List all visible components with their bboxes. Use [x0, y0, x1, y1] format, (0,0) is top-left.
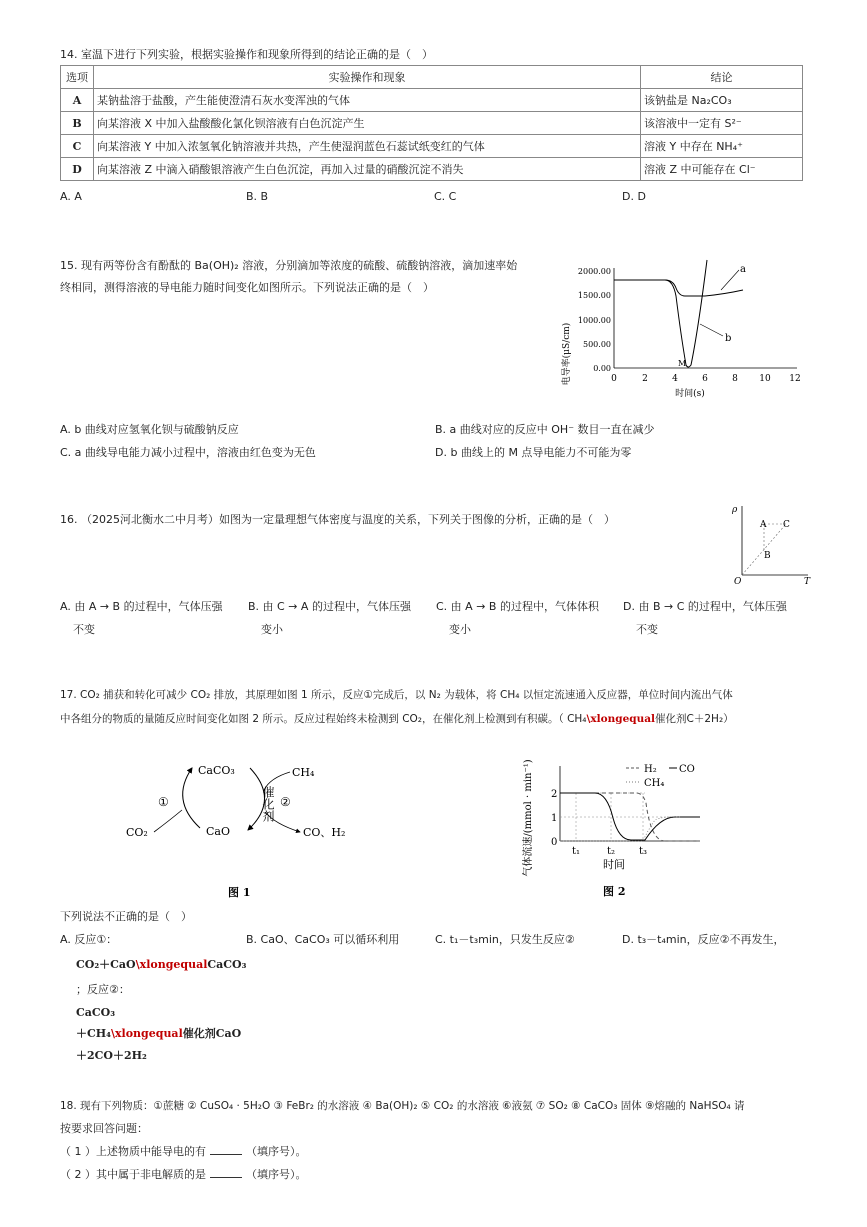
caco3-label: CaCO₃ [198, 764, 235, 777]
ch4-label: CH₄ [292, 766, 315, 779]
part-text: （ 1 ）上述物质中能导电的有 [60, 1145, 206, 1158]
stem-text: 催化剂C＋2H₂） [655, 713, 734, 725]
reaction-1-label: ① [158, 795, 169, 809]
cao-label: CaO [206, 825, 230, 838]
label-a: a [740, 264, 746, 275]
q15-conductivity-chart [555, 256, 805, 406]
q16-choice-d[interactable] [623, 598, 787, 637]
table-row [61, 89, 803, 112]
q18-stem-line2: 按要求回答问题： [60, 1122, 148, 1135]
x-tick: 8 [732, 374, 738, 384]
choice-line: A. 由 A → B 的过程中，气体压强 [60, 600, 223, 613]
reaction-2-label: ② [280, 795, 291, 809]
q17-question: 下列说法不正确的是（ ） [60, 910, 192, 923]
formula-text: CO₂＋CaO [76, 958, 136, 971]
formula-text: ＋CH₄ [76, 1027, 111, 1040]
choice-line [76, 1025, 246, 1041]
row-operation: 某钠盐溶于盐酸，产生能使澄清石灰水变浑浊的气体 [94, 89, 641, 112]
x-axis-label: 时间(s) [675, 389, 705, 399]
table-row [61, 112, 803, 135]
q16-density-temperature-figure [730, 500, 812, 586]
choice-line: ；反应②： [76, 983, 130, 996]
choice-line: ＋2CO＋2H₂ [76, 1049, 147, 1062]
co-h2-label: CO、H₂ [303, 826, 346, 839]
fig2-y-tick: 0 [551, 837, 558, 848]
q17-stem-line1: 17. CO₂ 捕获和转化可减少 CO₂ 排放，其原理如图 1 所示，反应①完成后，以 N₂ 为载体，将 CH₄ 以恒定流速通入反应器，单位时间内流出气体 [60, 689, 733, 701]
part-text: （填序号）。 [246, 1145, 307, 1158]
q15-choice-b[interactable]: B. a 曲线对应的反应中 OH⁻ 数目一直在减少 [435, 423, 655, 436]
x-tick: 0 [611, 374, 617, 384]
rho-label: ρ [732, 505, 738, 515]
x-tick: 6 [702, 374, 708, 384]
q17-figure-2 [515, 728, 715, 903]
tick-t3: t₃ [639, 846, 648, 857]
q14-choice-d[interactable]: D. D [622, 190, 646, 203]
arrow-cao-to-caco3 [183, 768, 200, 828]
curve-co [560, 793, 700, 840]
y-axis-label: 电导率(μS/cm) [562, 322, 572, 386]
origin-label: O [734, 577, 742, 586]
y-tick: 1500.00 [577, 291, 611, 300]
point-a: A [760, 520, 767, 530]
q17-choice-c[interactable]: C. t₁－t₃min，只发生反应② [435, 933, 575, 946]
x-tick: 10 [759, 374, 771, 384]
table-row [61, 158, 803, 181]
q14-choice-a[interactable]: A. A [60, 190, 82, 203]
legend-co: CO [679, 764, 695, 775]
answer-blank[interactable] [210, 1167, 242, 1178]
answer-blank[interactable] [210, 1144, 242, 1155]
q17-choice-d[interactable]: D. t₃－t₄min，反应②不再发生， [622, 933, 785, 946]
q15-choice-a[interactable]: A. b 曲线对应氢氧化钡与硫酸钠反应 [60, 423, 239, 436]
choice-line [76, 956, 246, 972]
choice-line: B. 由 C → A 的过程中，气体压强 [248, 600, 411, 613]
latex-macro: \xlongequal [135, 958, 208, 971]
row-operation: 向某溶液 X 中加入盐酸酸化氯化钡溶液有白色沉淀产生 [94, 112, 641, 135]
point-c: C [783, 520, 790, 530]
q16-choice-b[interactable] [248, 598, 411, 637]
choice-line: 不变 [636, 623, 658, 636]
tick-t2: t₂ [607, 846, 616, 857]
figure-2-caption: 图 2 [603, 885, 626, 898]
legend-h2: H₂ [644, 764, 657, 775]
y-tick: 500.00 [583, 340, 611, 349]
tick-t1: t₁ [572, 846, 581, 857]
row-option: C [61, 135, 94, 158]
legend-ch4: CH₄ [644, 778, 665, 789]
q14-stem: 14. 室温下进行下列实验，根据实验操作和现象所得到的结论正确的是（ ） [60, 48, 433, 61]
part-text: （填序号）。 [246, 1168, 307, 1181]
q15-stem-line1: 15. 现有两等份含有酚酞的 Ba(OH)₂ 溶液，分别滴加等浓度的硫酸、硫酸钠溶液，滴加速率始 [60, 259, 518, 272]
q17-choice-a[interactable] [60, 931, 246, 1063]
leader-a [721, 270, 739, 290]
q18-stem-line1: 18. 现有下列物质：①蔗糖 ② CuSO₄ · 5H₂O ③ FeBr₂ 的水溶液 ④ Ba(OH)₂ ⑤ CO₂ 的水溶液 ⑥液氨 ⑦ SO₂ ⑧ CaCO₃ 固体 ⑨熔融的 NaHSO₄ 请 [60, 1100, 745, 1112]
row-operation: 向某溶液 Y 中加入浓氢氧化钠溶液并共热，产生使湿润蓝色石蕊试纸变红的气体 [94, 135, 641, 158]
choice-line: 变小 [261, 623, 283, 636]
q17-choice-b[interactable]: B. CaO、CaCO₃ 可以循环利用 [246, 933, 400, 946]
choice-line: C. 由 A → B 的过程中，气体体积 [436, 600, 599, 613]
q14-choice-c[interactable]: C. C [434, 190, 457, 203]
header-option: 选项 [61, 66, 94, 89]
row-operation: 向某溶液 Z 中滴入硝酸银溶液产生白色沉淀，再加入过量的硝酸沉淀不消失 [94, 158, 641, 181]
y-tick: 0.00 [593, 364, 611, 373]
q17-stem-line2 [60, 711, 734, 726]
stem-text: 中各组分的物质的量随反应时间变化如图 2 所示。反应过程始终未检测到 CO₂，在催化剂上检测到有积碳。（ CH₄ [60, 713, 587, 725]
q16-stem: 16. （2025河北衡水二中月考）如图为一定量理想气体密度与温度的关系，下列关于图像的分析，正确的是（ ） [60, 513, 615, 526]
fig2-y-label: 气体流速/(mmol · min⁻¹) [523, 759, 534, 877]
y-tick: 1000.00 [577, 316, 611, 325]
choice-line: CaCO₃ [76, 1006, 116, 1019]
x-tick: 12 [789, 374, 801, 384]
latex-macro: \xlongequal [110, 1027, 183, 1040]
co2-label: CO₂ [126, 826, 148, 839]
q18-part-2 [60, 1166, 307, 1182]
q15-choice-c[interactable]: C. a 曲线导电能力减小过程中，溶液由红色变为无色 [60, 446, 316, 459]
latex-macro: \xlongequal [586, 713, 656, 725]
table-row [61, 135, 803, 158]
formula-text: CaCO₃ [207, 958, 247, 971]
fig2-y-tick: 2 [551, 789, 558, 800]
arrow-co2-in [154, 810, 182, 832]
row-conclusion: 溶液 Z 中可能存在 Cl⁻ [641, 158, 803, 181]
figure-1-caption: 图 1 [228, 886, 251, 899]
curve-a [614, 280, 743, 296]
q17-figure-1 [120, 750, 370, 900]
choice-line: A. 反应①： [60, 933, 118, 946]
x-tick: 4 [672, 374, 678, 384]
row-option: A [61, 89, 94, 112]
fig2-y-tick: 1 [551, 813, 558, 824]
t-label: T [804, 577, 811, 586]
choice-line: 变小 [449, 623, 471, 636]
curve-ch4 [560, 817, 680, 841]
header-conclusion: 结论 [641, 66, 803, 89]
q15-choice-d[interactable]: D. b 曲线上的 M 点导电能力不可能为零 [435, 446, 632, 459]
row-option: D [61, 158, 94, 181]
fig2-x-label: 时间 [603, 858, 625, 871]
part-text: （ 2 ）其中属于非电解质的是 [60, 1168, 206, 1181]
row-conclusion: 该钠盐是 Na₂CO₃ [641, 89, 803, 112]
q16-choice-a[interactable] [60, 598, 223, 637]
row-option: B [61, 112, 94, 135]
catalyst-label: 催化剂 [261, 786, 275, 822]
q14-table [60, 65, 803, 181]
choice-line: 不变 [73, 623, 95, 636]
point-b: B [764, 551, 771, 561]
row-conclusion: 溶液 Y 中存在 NH₄⁺ [641, 135, 803, 158]
x-tick: 2 [642, 374, 648, 384]
q16-choice-c[interactable] [436, 598, 599, 637]
table-header-row [61, 66, 803, 89]
q15-stem-line2: 终相同，测得溶液的导电能力随时间变化如图所示。下列说法正确的是（ ） [60, 281, 434, 294]
label-b: b [725, 333, 732, 344]
label-m: M [678, 359, 687, 368]
formula-text: 催化剂CaO [182, 1027, 242, 1040]
choice-line: D. 由 B → C 的过程中，气体压强 [623, 600, 787, 613]
q14-choice-b[interactable]: B. B [246, 190, 269, 203]
header-operation: 实验操作和现象 [94, 66, 641, 89]
row-conclusion: 该溶液中一定有 S²⁻ [641, 112, 803, 135]
y-tick: 2000.00 [577, 267, 611, 276]
q18-part-1 [60, 1143, 307, 1159]
curve-b [614, 260, 707, 367]
leader-b [700, 324, 723, 336]
